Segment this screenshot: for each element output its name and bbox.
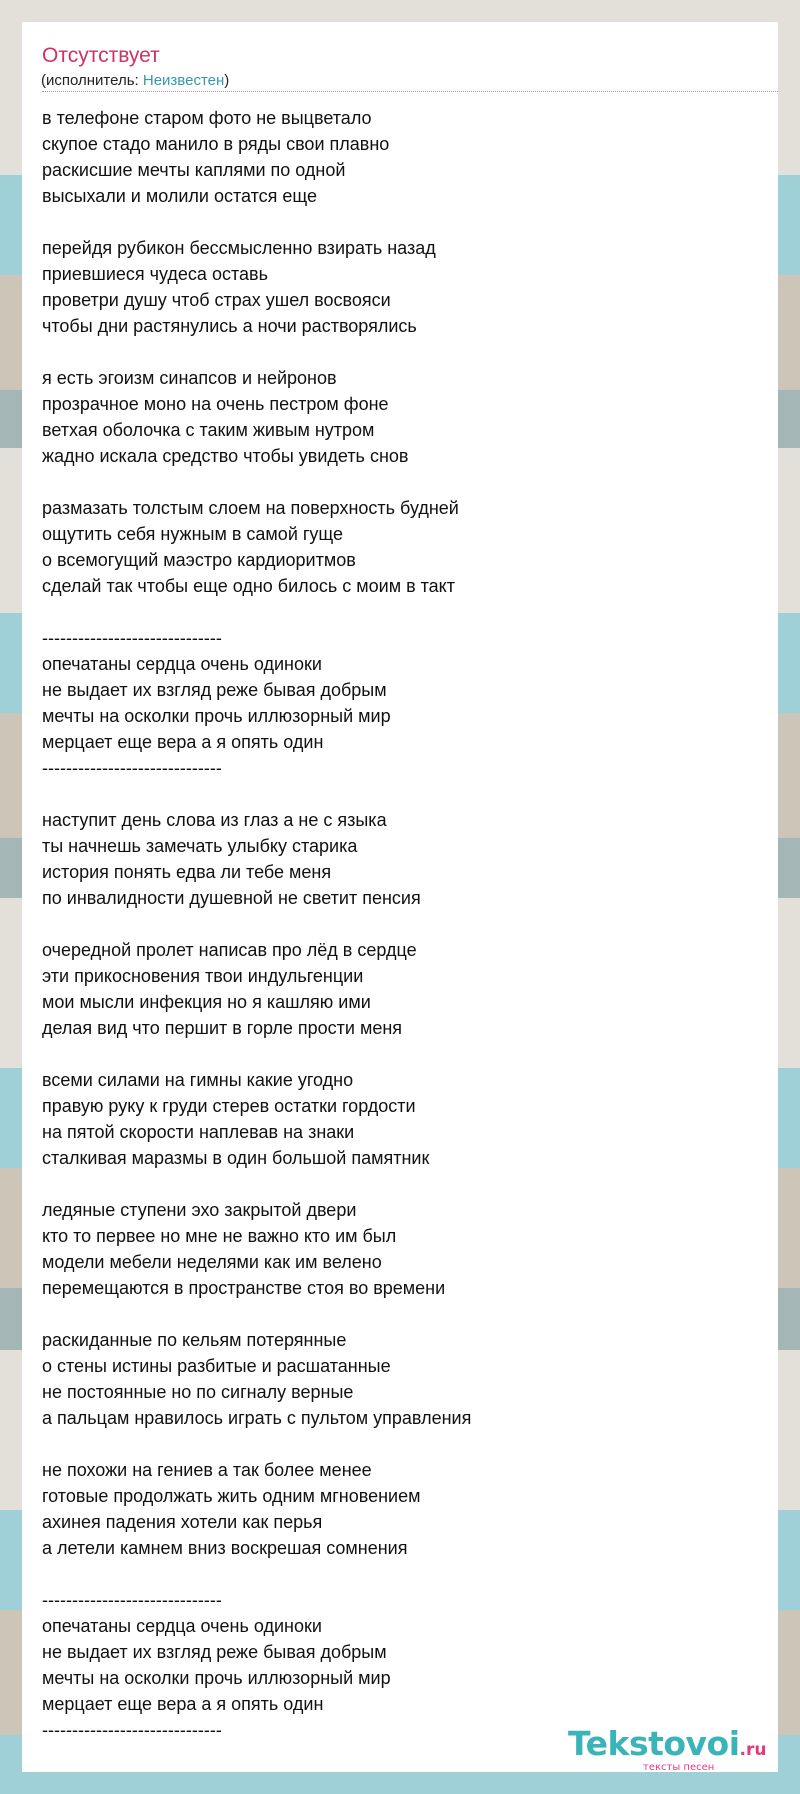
lyrics-text: в телефоне старом фото не выцветало скупое стадо манило в ряды свои плавно раскисшие мечты каплями по одной высыхали и молили остатся еще перейдя рубикон бессмысленно взирать назад приевшиеся чудеса оставь проветри душу чтоб страх ушел восвояси чтобы дни растянулись а ночи растворялись я есть эгоизм синапсов и нейронов прозрачное моно на очень пестром фоне ветхая оболочка с таким живым нутром жадно искала средство чтобы увидеть снов размазать толстым слоем на поверхность будней ощутить себя нужным в самой гуще о всемогущий маэстро кардиоритмов сделай так чтобы еще одно билось с моим в такт ------------------------------ опечатаны сердца очень одиноки не выдает их взгляд реже бывая добрым мечты на осколки прочь иллюзорный мир мерцает еще вера а я опять один ------------------------------ наступит день слова из глаз а не с языка ты начнешь замечать улыбку старика история понять едва ли тебе меня по инвалидности душевной не светит пенсия очередной пролет написав про лёд в сердце эти прикосновения твои индульгенции мои мысли инфекция но я кашляю ими делая вид что першит в горле прости меня всеми силами на гимны какие угодно правую руку к груди стерев остатки гордости на пятой скорости наплевав на знаки сталкивая маразмы в один большой памятник ледяные ступени эхо закрытой двери кто то первее но мне не важно кто им был модели мебели неделями как им велено перемещаются в пространстве стоя во времени раскиданные по кельям потерянные о стены истины разбитые и расшатанные не постоянные но по сигналу верные а пальцам нравилось играть с пультом управления не похожи на гениев а так более менее готовые продолжать жить одним мгновением ахинея падения хотели как перья а летели камнем вниз воскрешая сомнения ------------------------------ опечатаны сердца очень одиноки не выдает их взгляд реже бывая добрым мечты на осколки прочь иллюзорный мир мерцает еще вера а я опять один ------------------------------ [42, 108, 472, 1740]
logo-tld: .ru [739, 1740, 767, 1760]
site-logo[interactable] [568, 1724, 767, 1773]
performer-suffix: ) [224, 72, 230, 89]
logo-name: Tekstovoi [568, 1724, 740, 1763]
lyrics-card [22, 22, 778, 1772]
artist-link[interactable]: Неизвестен [142, 72, 225, 89]
header-divider [42, 91, 778, 92]
performer-line [41, 72, 229, 89]
logo-tagline: тексты песен [643, 1762, 715, 1773]
song-title: Отсутствует [42, 44, 160, 67]
performer-prefix: (исполнитель: [41, 72, 143, 89]
